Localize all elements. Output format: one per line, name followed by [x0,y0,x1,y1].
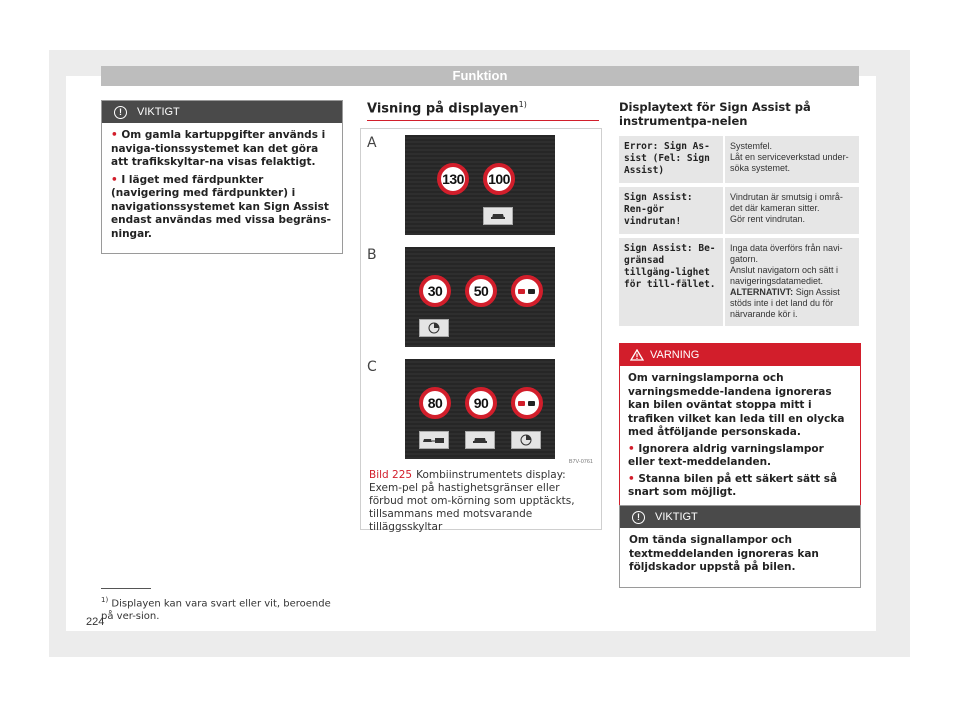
speed-limit-sign: 30 [419,275,451,307]
varning-item: • Ignorera aldrig varningslampor eller text-meddelanden. [628,442,824,468]
speed-limit-sign: 50 [465,275,497,307]
footnote: $^{1)}$ Displayen kan vara svart eller vit, beroende på ver-sion. [101,596,331,623]
bullet-icon: • [111,129,118,141]
supplementary-sign-car-icon [483,207,513,225]
varning-body [620,366,860,511]
supplementary-sign-trailer-icon [419,431,449,449]
viktigt-label: VIKTIGT [655,511,698,523]
figure-225 [360,128,602,533]
viktigt-header [620,506,860,528]
speed-limit-sign: 80 [419,387,451,419]
no-overtaking-sign-icon [511,387,543,419]
message-description: Systemfel. Låt en serviceverkstad under-söka systemet. [723,136,859,183]
footnote-rule [101,588,151,589]
alternative-label: ALTERNATIVT: [730,287,794,297]
supplementary-sign-timer-icon [419,319,449,337]
viktigt-body [620,528,860,587]
info-icon: ! [632,511,645,524]
table-row [619,187,859,234]
supplementary-sign-timer-icon [511,431,541,449]
bullet-icon: • [628,442,635,455]
speed-limit-sign: 130 [437,163,469,195]
figure-label-b: B [367,247,377,263]
varning-header [620,344,860,366]
display-c [405,359,555,459]
table-title: Displaytext för Sign Assist på instrumentpa-nelen [619,100,811,128]
viktigt-text: Om tända signallampor och textmeddelanden ignoreras kan följdskador uppstå på bilen. [629,534,819,573]
viktigt-item: • I läget med färdpunkter (navigering med färdpunkter) i navigationssystemet kan Sign Assist endast användas med vissa begräns-ningar. [111,173,332,240]
display-b [405,247,555,347]
section-title: Visning på displayen$^{1)}$ [367,100,599,121]
page-number: 224 [86,616,105,628]
footnote-ref: 1) [518,100,527,109]
table-row [619,238,859,326]
viktigt-header [102,101,342,123]
sign-assist-table [619,136,859,330]
no-overtaking-sign-icon [511,275,543,307]
bullet-icon: • [111,173,118,186]
figure-caption: Bild 225 Kombiinstrumentets display: Exem-pel på hastighetsgränser eller förbud mot om-körning som upptäckts, tillsammans med motsvarande tilläggsskyltar [369,469,575,533]
figure-code: B7V-0761 [568,459,593,465]
warning-triangle-icon [630,349,644,361]
display-a [405,135,555,235]
message-code: Error: Sign As-sist (Fel: Sign Assist) [624,141,710,176]
table-row [619,136,859,183]
varning-box [619,343,861,512]
varning-label: VARNING [650,349,700,361]
viktigt-item: • Om gamla kartuppgifter används i naviga-tionssystemet kan det göra att trafikskyltar-na visas felaktigt. [111,129,326,168]
varning-item: • Stanna bilen på ett säkert sätt så snart som möjligt. [628,472,838,498]
message-description: Inga data överförs från navi-gatorn. Anslut navigatorn och sätt i navigeringsdatamediet. ALTERNATIVT: Sign Assist stöds inte i det land du för närvarande kör i. [723,238,859,326]
footnote-mark: 1) [101,596,109,604]
viktigt-label: VIKTIGT [137,106,180,118]
varning-intro: Om varningslamporna och varningsmedde-landena ignoreras kan bilen oväntat stoppa mitt i trafiken vilket kan leda till en olycka med åtföljande personskada. [628,372,845,438]
figure-number: Bild 225 [369,469,413,481]
page-header: Funktion [101,66,859,86]
viktigt-body [102,123,342,253]
speed-limit-sign: 90 [465,387,497,419]
speed-limit-sign: 100 [483,163,515,195]
figure-label-c: C [367,359,377,375]
supplementary-sign-car-icon [465,431,495,449]
bullet-icon: • [628,472,635,485]
info-icon: ! [114,106,127,119]
figure-label-a: A [367,135,377,151]
message-code: Sign Assist: Ren-gör vindrutan! [624,192,693,227]
message-description: Vindrutan är smutsig i områ-det där kameran sitter. Gör rent vindrutan. [723,187,859,234]
viktigt-box-right [619,505,861,588]
message-code: Sign Assist: Be-gränsad tillgäng-lighet för till-fället. [624,243,716,290]
viktigt-box-left [101,100,343,254]
